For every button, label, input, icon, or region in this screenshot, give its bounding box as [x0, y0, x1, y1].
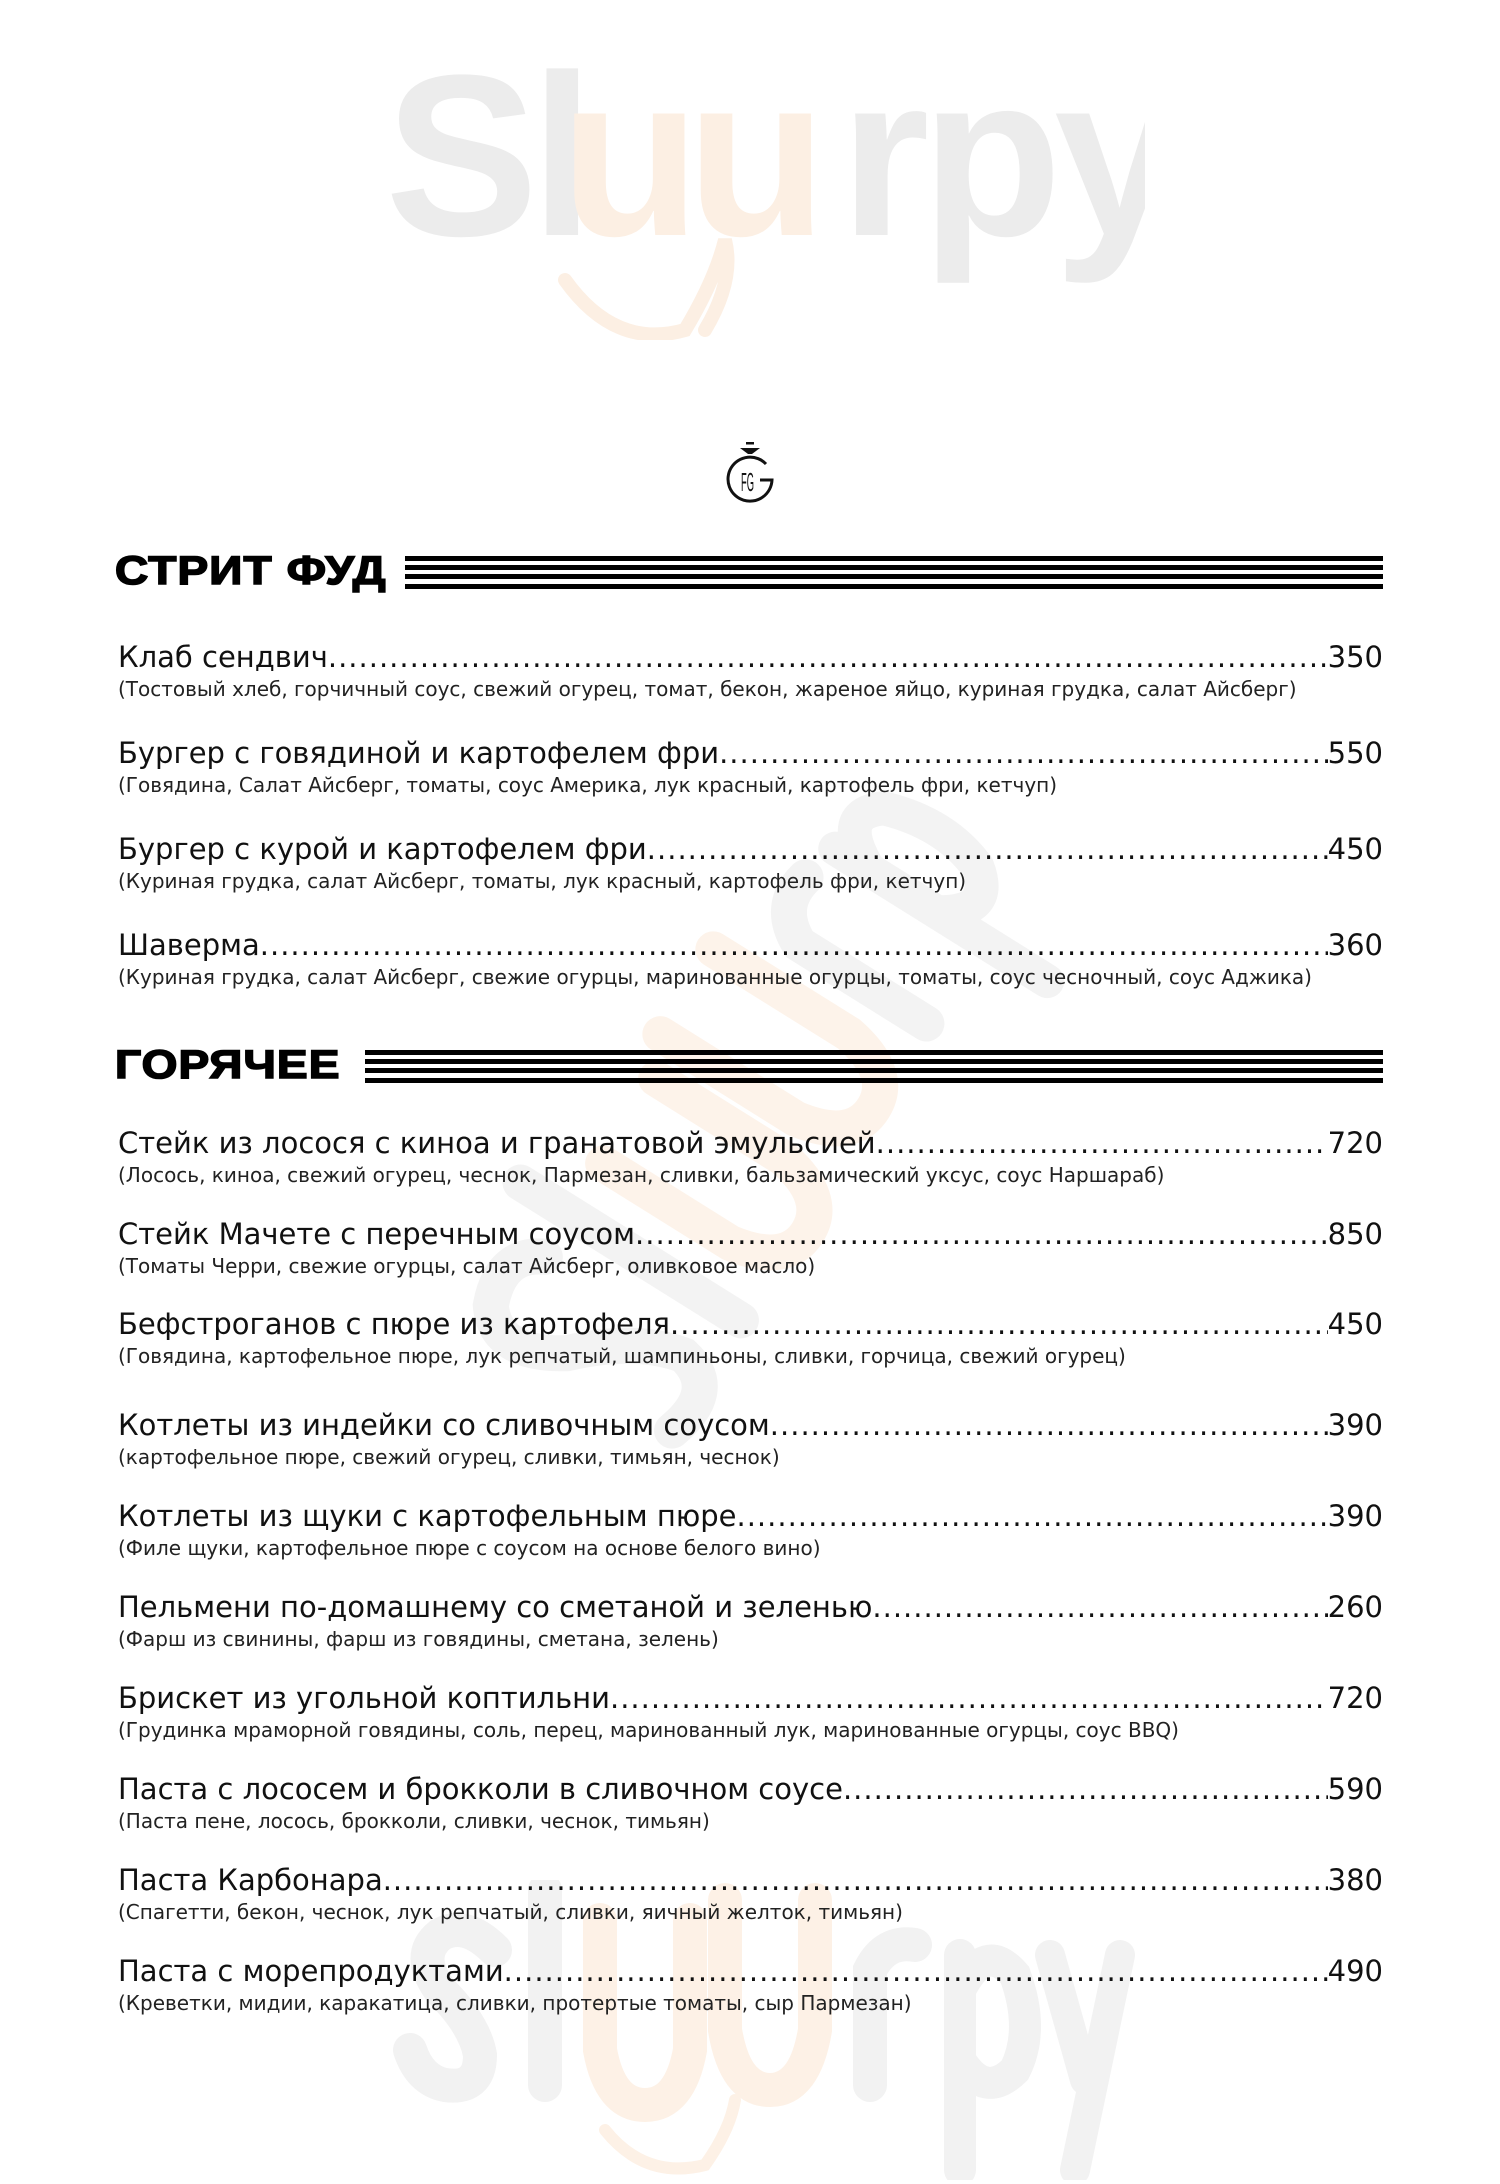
item-price: 450 [1327, 832, 1383, 866]
menu-item [118, 928, 1383, 990]
section-title: ГОРЯЧЕЕ [115, 1042, 341, 1087]
item-price: 590 [1327, 1772, 1383, 1806]
item-description: (Куриная грудка, салат Айсберг, свежие огурцы, маринованные огурцы, томаты, соус чесночный, соус Аджика) [118, 965, 1312, 989]
item-description: (Филе щуки, картофельное пюре с соусом на основе белого вино) [118, 1536, 821, 1560]
menu-item [118, 1499, 1383, 1561]
dot-leader [647, 832, 1328, 866]
item-description: (Креветки, мидии, каракатица, сливки, протертые томаты, сыр Пармезан) [118, 1991, 912, 2015]
item-description: (Томаты Черри, свежие огурцы, салат Айсберг, оливковое масло) [118, 1254, 816, 1278]
item-description: (Говядина, Салат Айсберг, томаты, соус Америка, лук красный, картофель фри, кетчуп) [118, 773, 1058, 797]
menu-item [118, 1217, 1383, 1279]
item-name: Котлеты из индейки со сливочным соусом [118, 1408, 770, 1442]
item-name: Шаверма [118, 928, 260, 962]
menu-item [118, 1408, 1383, 1470]
item-name: Стейк Мачете с перечным соусом [118, 1217, 636, 1251]
item-description: (Лосось, киноа, свежий огурец, чеснок, Пармезан, сливки, бальзамический уксус, соус Наршараб) [118, 1163, 1165, 1187]
watermark-bottom [385, 1880, 1145, 2180]
menu-item [118, 1307, 1383, 1369]
item-name: Пельмени по-домашнему со сметаной и зеленью [118, 1590, 873, 1624]
dot-leader [635, 1217, 1328, 1251]
item-description: (картофельное пюре, свежий огурец, сливки, тимьян, чеснок) [118, 1445, 780, 1469]
dot-leader [719, 736, 1328, 770]
heading-rules [405, 554, 1383, 588]
item-name: Паста Карбонара [118, 1863, 383, 1897]
item-price: 380 [1327, 1863, 1383, 1897]
watermark-text-orange: uu [560, 40, 813, 284]
item-price: 350 [1327, 640, 1383, 674]
sluurpy-bottom-icon [385, 1880, 1145, 2180]
menu-item [118, 1590, 1383, 1652]
menu-item [118, 1126, 1383, 1188]
item-description: (Куриная грудка, салат Айсберг, томаты, лук красный, картофель фри, кетчуп) [118, 869, 967, 893]
item-price: 390 [1327, 1408, 1383, 1442]
menu-item [118, 1772, 1383, 1834]
item-name: Бефстроганов с пюре из картофеля [118, 1307, 670, 1341]
item-name: Паста с лососем и брокколи в сливочном соусе [118, 1772, 843, 1806]
section-heading-hot [115, 1042, 1383, 1087]
dot-leader [260, 928, 1328, 962]
item-name: Клаб сендвич [118, 640, 328, 674]
item-description: (Говядина, картофельное пюре, лук репчатый, шампиньоны, сливки, горчица, свежий огурец) [118, 1344, 1126, 1368]
watermark-top [385, 40, 1145, 340]
dot-leader [670, 1307, 1328, 1341]
menu-item [118, 1954, 1383, 2016]
dot-leader [872, 1590, 1327, 1624]
menu-item [118, 1863, 1383, 1925]
watermark-text-right: rpy [840, 40, 1145, 284]
menu-item [118, 736, 1383, 798]
item-name: Бургер с говядиной и картофелем фри [118, 736, 720, 770]
sluurpy-logo-icon [385, 40, 1145, 340]
section-heading-street-food [115, 548, 1383, 593]
dot-leader [383, 1863, 1328, 1897]
item-name: Брискет из угольной коптильни [118, 1681, 610, 1715]
item-price: 360 [1327, 928, 1383, 962]
dot-leader [328, 640, 1328, 674]
item-name: Бургер с курой и картофелем фри [118, 832, 647, 866]
item-name: Стейк из лосося с киноа и гранатовой эмульсией [118, 1126, 876, 1160]
item-price: 850 [1327, 1217, 1383, 1251]
item-name: Котлеты из щуки с картофельным пюре [118, 1499, 737, 1533]
menu-item [118, 1681, 1383, 1743]
dot-leader [876, 1126, 1328, 1160]
dot-leader [504, 1954, 1328, 1988]
item-description: (Паста пене, лосось, брокколи, сливки, чеснок, тимьян) [118, 1809, 710, 1833]
dot-leader [770, 1408, 1328, 1442]
dot-leader [610, 1681, 1328, 1715]
item-name: Паста с морепродуктами [118, 1954, 504, 1988]
item-description: (Фарш из свинины, фарш из говядины, сметана, зелень) [118, 1627, 719, 1651]
item-price: 490 [1327, 1954, 1383, 1988]
item-price: 260 [1327, 1590, 1383, 1624]
logo-letters: FG [741, 467, 754, 497]
item-description: (Спагетти, бекон, чеснок, лук репчатый, сливки, яичный желток, тимьян) [118, 1900, 903, 1924]
dot-leader [737, 1499, 1328, 1533]
item-price: 550 [1327, 736, 1383, 770]
item-price: 450 [1327, 1307, 1383, 1341]
logo-letters-mark [722, 440, 778, 508]
heading-rules [365, 1048, 1383, 1082]
item-description: (Тостовый хлеб, горчичный соус, свежий огурец, томат, бекон, жареное яйцо, куриная грудка, салат Айсберг) [118, 677, 1297, 701]
menu-item [118, 832, 1383, 894]
menu-item [118, 640, 1383, 702]
item-description: (Грудинка мраморной говядины, соль, перец, маринованный лук, маринованные огурцы, соус BBQ) [118, 1718, 1179, 1742]
section-title: СТРИТ ФУД [115, 548, 387, 593]
watermark-text-left: Sl [385, 40, 587, 284]
restaurant-logo [722, 440, 778, 508]
item-price: 390 [1327, 1499, 1383, 1533]
item-price: 720 [1327, 1126, 1383, 1160]
dot-leader [843, 1772, 1328, 1806]
item-price: 720 [1327, 1681, 1383, 1715]
